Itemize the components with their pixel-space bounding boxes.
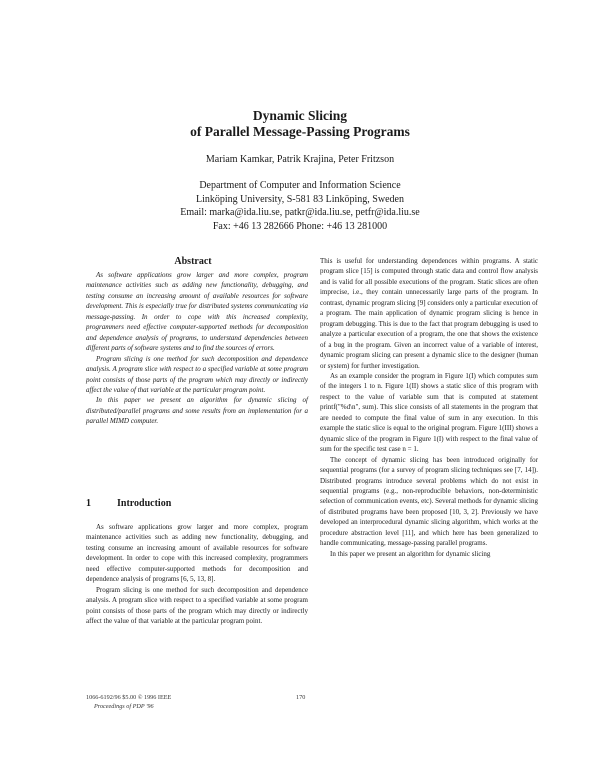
right-paragraph-1: This is useful for understanding dependences within programs. A static program slice [15] is computed through static data and control flow analysis and is valid for all possible executions of the program. Static slices are often imprecise, i.e., they contain unnecessarily large parts of the program. In contrast, dynamic program slicing [9] considers only a particular execution of a program. The main application of dynamic program slicing is hence in program debugging. This is due to the fact that program debugging is used to analyze a particular execution of a program, the one that shows the existence of a bug in the program. Given an incorrect value of a variable of interest, dynamic program slicing can present a dynamic slice to the designer (human or system) for further investigation. <box>320 257 538 370</box>
abstract-paragraph-3: In this paper we present an algorithm for dynamic slicing of distributed/parallel programs and some results from an implementation for a parallel MIMD computer. <box>86 396 308 426</box>
abstract-paragraph-2: Program slicing is one method for such decomposition and dependence analysis. A program slice with respect to a specified variable at some program point consists of those parts of the program which may directly or indirectly affect the value of that variable at the particular program point. <box>86 354 308 394</box>
right-paragraph-2: As an example consider the program in Figure 1(I) which computes sum of the integers 1 to n. Figure 1(II) shows a static slice of this program with respect to the value of variable sum that is computed at statement printf("%d\n", sum). This slice consists of all statements in the program that are needed to compute the final value of sum in any execution. In this example the static slice is equal to the original program. Figure 1(III) shows a dynamic slice of the program in Figure 1(I) with respect to the final value of sum for the specific test case n = 1. <box>320 371 538 454</box>
affiliation-email: Email: marka@ida.liu.se, patkr@ida.liu.se, petfr@ida.liu.se <box>180 207 420 218</box>
intro-paragraph-1: As software applications grow larger and more complex, program maintenance activities such as adding new functionality, debugging, and testing consume an increasing amount of available resources for software development. In order to cope with this increased complexity, programmers need effective computer-supported methods for decomposition and dependence analysis of programs [6, 5, 13, 8]. <box>86 523 308 584</box>
right-paragraph-3: The concept of dynamic slicing has been introduced originally for sequential programs (for a survey of program slicing techniques see [7, 14]). Distributed programs introduce several problems which do not exist in sequential programs (e.g., non-reproducible behaviors, non-deterministic selection of communication events, etc). Several methods for dynamic slicing of distributed programs have been proposed [10, 3, 2]. Previously we have developed an interprocedural dynamic slicing algorithm, which works at the procedure abstraction level [11], and which here has been generalized to handle communicating, message-passing parallel programs. <box>320 455 538 548</box>
section-number: 1 <box>86 498 91 509</box>
affiliation-contact: Fax: +46 13 282666 Phone: +46 13 281000 <box>212 220 388 232</box>
introduction-heading <box>86 498 171 509</box>
abstract-heading: Abstract <box>174 256 212 267</box>
paper-title-line-2: of Parallel Message-Passing Programs <box>190 124 410 139</box>
paper-title-line-1: Dynamic Slicing <box>252 108 348 123</box>
page-number: 170 <box>296 694 306 701</box>
abstract-body <box>86 270 308 427</box>
abstract-paragraph-1: As software applications grow larger and more complex, program maintenance activities such as adding new functionality, debugging, and testing consume an increasing amount of available resources for software development. This is especially true for distributed systems communicating via message-passing. In order to cope with this increased complexity, programmers need effective computer-supported methods for decomposition and dependence analysis of programs, to understand dependencies between different parts of software systems and to find the sources of errors. <box>86 271 308 353</box>
section-title: Introduction <box>117 498 172 509</box>
authors: Mariam Kamkar, Patrik Krajina, Peter Fritzson <box>205 154 395 165</box>
footer-copyright: 1066-6192/96 $5.00 © 1996 IEEE <box>86 694 172 701</box>
right-paragraph-4: In this paper we present an algorithm for dynamic slicing <box>330 549 491 558</box>
introduction-body <box>86 522 308 627</box>
affiliation-department: Department of Computer and Information Science <box>199 180 401 191</box>
footer-proceedings: Proceedings of PDP '96 <box>94 703 154 710</box>
affiliation-address: Linköping University, S-581 83 Linköping, Sweden <box>196 193 404 205</box>
right-column-body <box>320 256 538 559</box>
intro-paragraph-2: Program slicing is one method for such decomposition and dependence analysis. A program slice with respect to a specified variable at some program point consists of those parts of the program which may directly or indirectly affect the value of that variable at the particular program point. <box>86 585 308 626</box>
